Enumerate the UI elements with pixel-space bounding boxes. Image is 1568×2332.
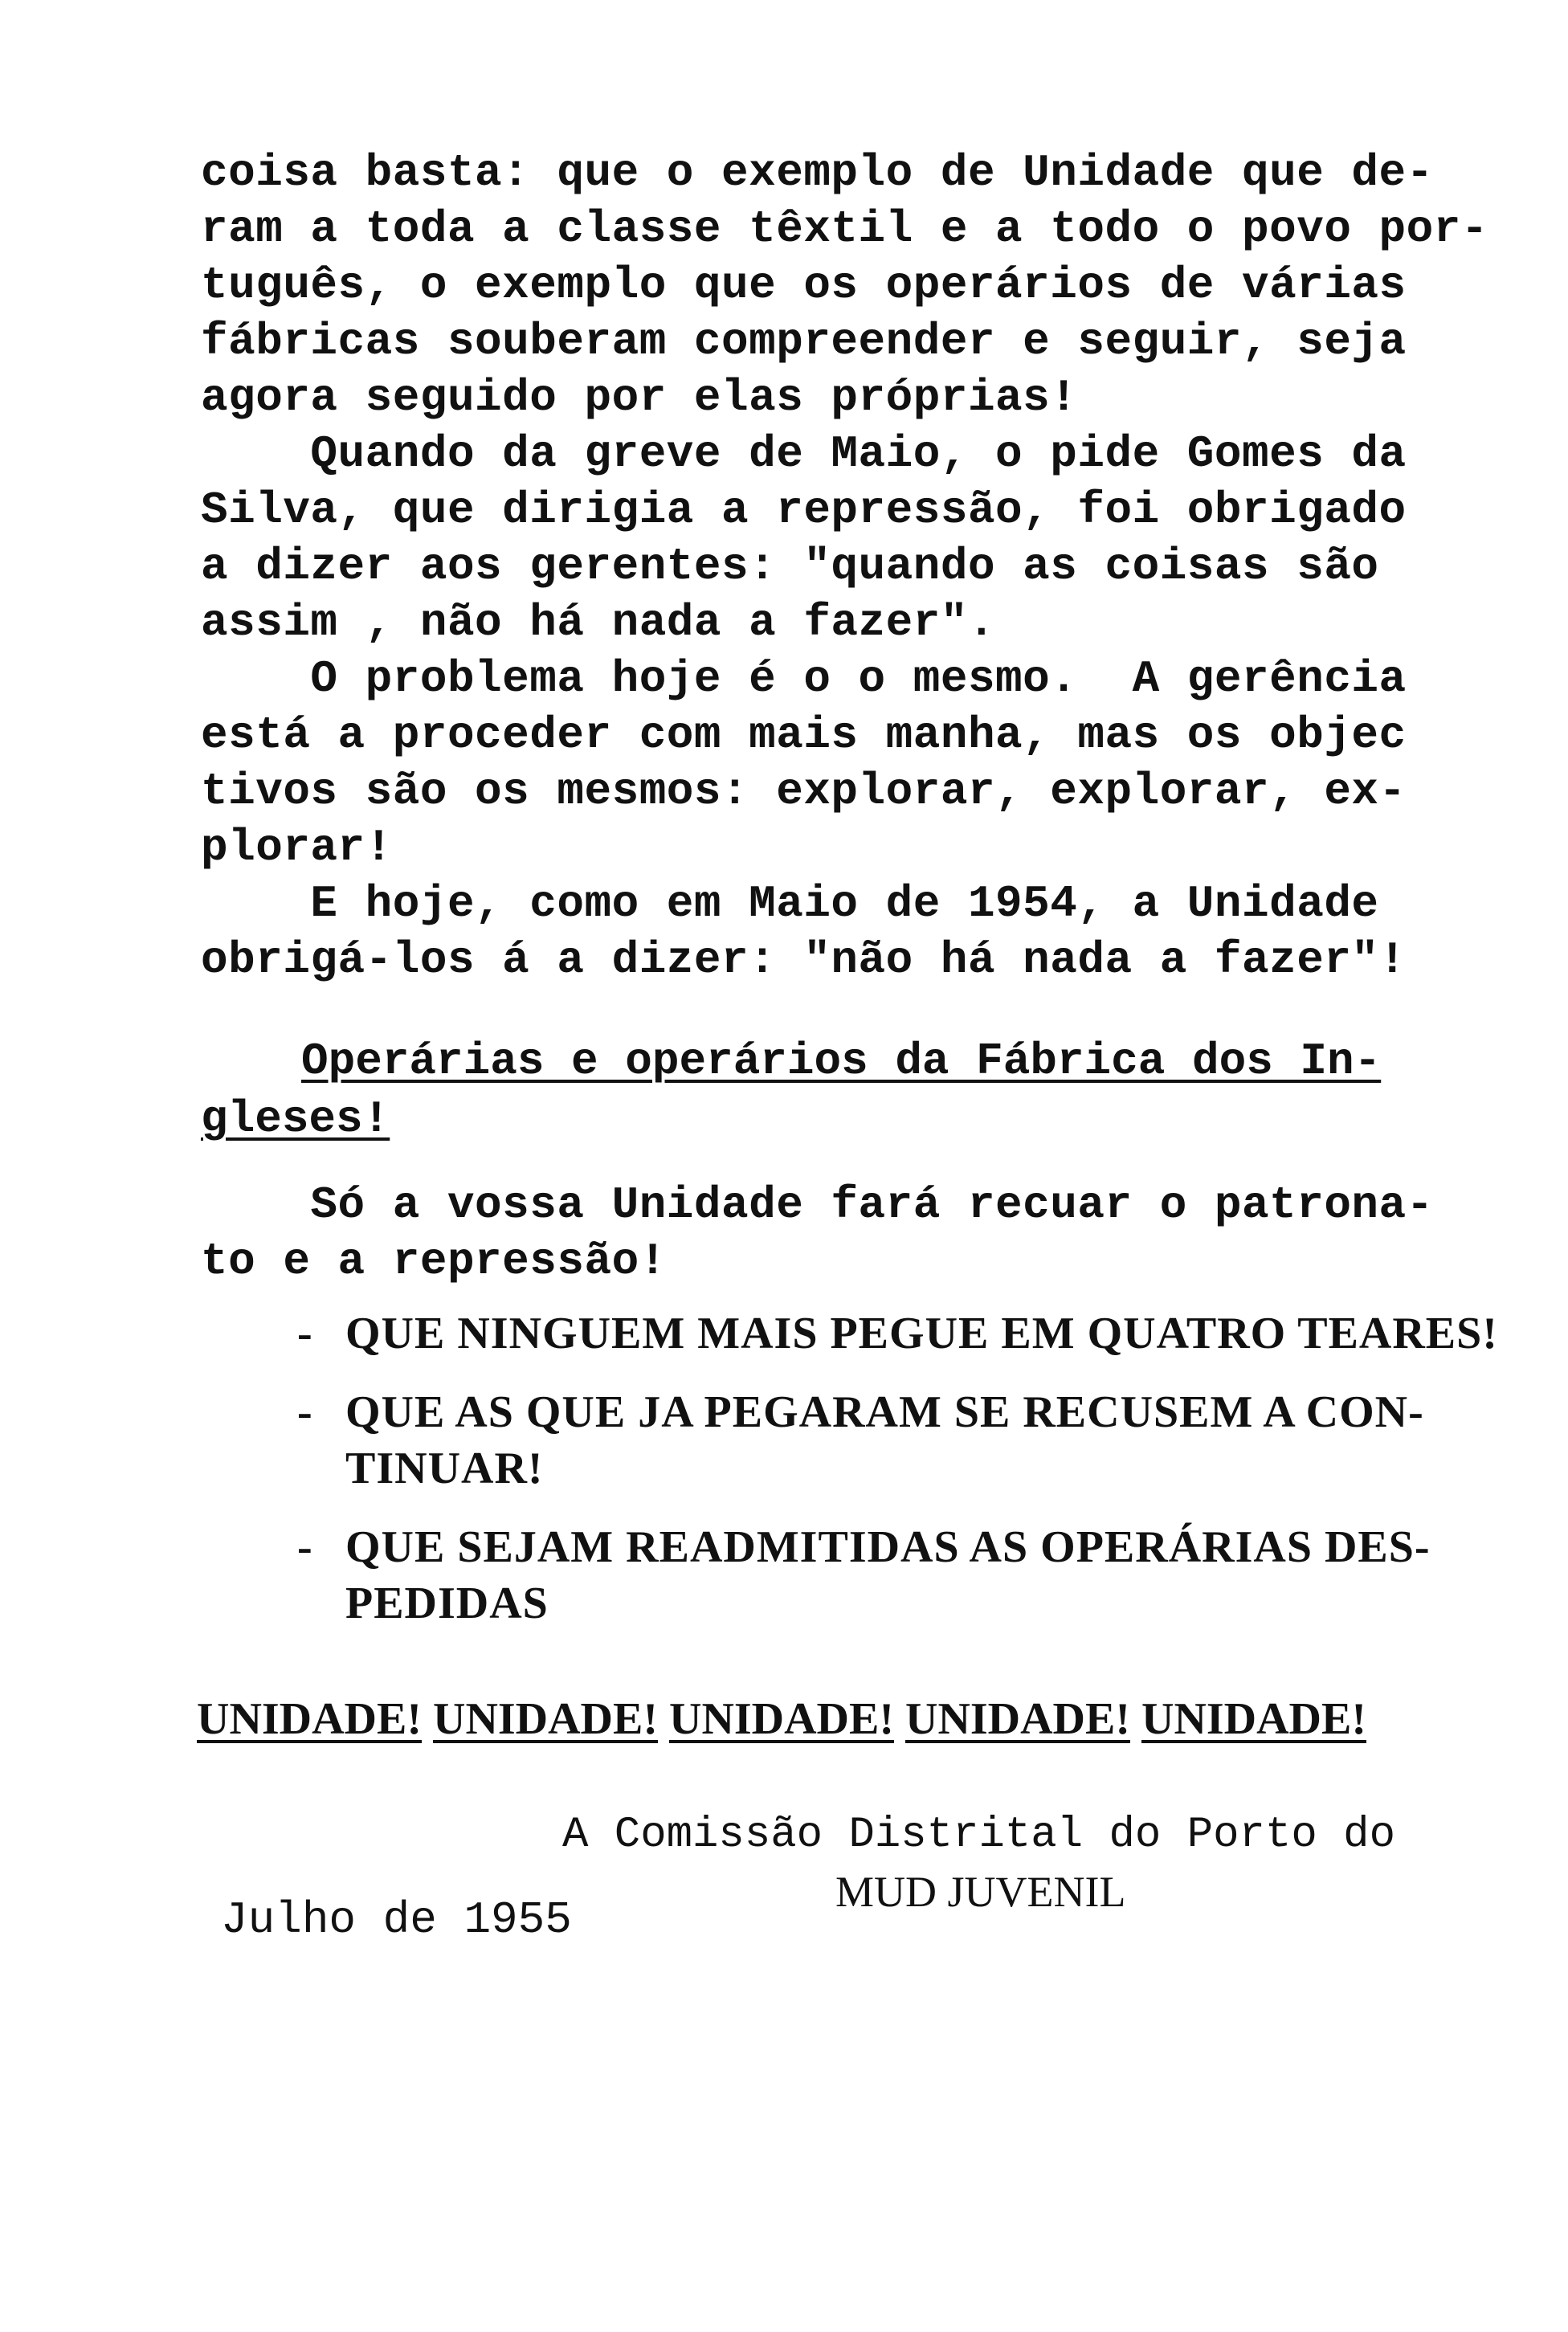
bullet-dash: - <box>297 1309 313 1358</box>
demand-item <box>297 1305 1498 1362</box>
bullet-dash: - <box>297 1387 313 1437</box>
paragraph-today-1954 <box>201 876 1407 988</box>
demands-list <box>297 1305 1498 1654</box>
slogan-word: UNIDADE! <box>905 1694 1130 1744</box>
demand-line: PEDIDAS <box>345 1578 549 1628</box>
demand-text <box>345 1305 1498 1362</box>
document-date: Julho de 1955 <box>221 1894 572 1946</box>
workers-heading <box>201 1032 1390 1148</box>
paragraph-line: coisa basta: que o exemplo de Unidade que de- <box>201 147 1434 198</box>
paragraph-line: Só a vossa Unidade fará recuar o patrona- <box>201 1179 1434 1231</box>
paragraph-line: a dizer aos gerentes: "quando as coisas são <box>201 541 1379 592</box>
heading-line: gleses! <box>201 1093 390 1145</box>
demand-line: QUE AS QUE JA PEGARAM SE RECUSEM A CON- <box>345 1387 1424 1437</box>
paragraph-line: agora seguido por elas próprias! <box>201 372 1078 423</box>
paragraph-line: O problema hoje é o o mesmo. A gerência <box>201 653 1407 705</box>
signature-organization: MUD JUVENIL <box>835 1868 1126 1916</box>
paragraph-line: E hoje, como em Maio de 1954, a Unidade <box>201 878 1379 929</box>
paragraph-line: plorar! <box>201 822 393 873</box>
paragraph-line: fábricas souberam compreender e seguir, seja <box>201 316 1407 367</box>
demand-line: QUE NINGUEM MAIS PEGUE EM QUATRO TEARES! <box>345 1309 1498 1358</box>
heading-line: Operárias e operários da Fábrica dos In- <box>301 1035 1382 1087</box>
unity-slogan <box>197 1691 1366 1747</box>
paragraph-line: tivos são os mesmos: explorar, explorar, ex- <box>201 766 1407 817</box>
paragraph-line: obrigá-los á a dizer: "não há nada a fazer"! <box>201 934 1407 986</box>
paragraph-line: está a proceder com mais manha, mas os objec <box>201 709 1407 761</box>
paragraph-line: Quando da greve de Maio, o pide Gomes da <box>201 428 1407 480</box>
demand-text <box>345 1384 1424 1497</box>
paragraph-unity-example <box>201 145 1488 426</box>
paragraph-only-unity <box>201 1177 1434 1289</box>
paragraph-line: ram a toda a classe têxtil e a todo o povo por- <box>201 203 1488 255</box>
demand-text <box>345 1519 1431 1632</box>
slogan-word: UNIDADE! <box>1141 1694 1366 1744</box>
demand-line: TINUAR! <box>345 1444 544 1493</box>
signature-committee: A Comissão Distrital do Porto do <box>562 1811 1395 1860</box>
paragraph-line: tuguês, o exemplo que os operários de várias <box>201 259 1407 311</box>
paragraph-line: Silva, que dirigia a repressão, foi obrigado <box>201 484 1407 536</box>
paragraph-problem-today <box>201 651 1407 876</box>
paragraph-line: assim , não há nada a fazer". <box>201 597 996 648</box>
signature-block <box>562 1807 1446 1920</box>
slogan-word: UNIDADE! <box>433 1694 658 1744</box>
slogan-word: UNIDADE! <box>197 1694 422 1744</box>
demand-item <box>297 1384 1422 1497</box>
bullet-dash: - <box>297 1522 313 1572</box>
demand-line: QUE SEJAM READMITIDAS AS OPERÁRIAS DES- <box>345 1522 1431 1572</box>
paragraph-may-strike <box>201 426 1407 651</box>
demand-item <box>297 1519 1431 1632</box>
paragraph-line: to e a repressão! <box>201 1235 667 1287</box>
slogan-word: UNIDADE! <box>669 1694 894 1744</box>
